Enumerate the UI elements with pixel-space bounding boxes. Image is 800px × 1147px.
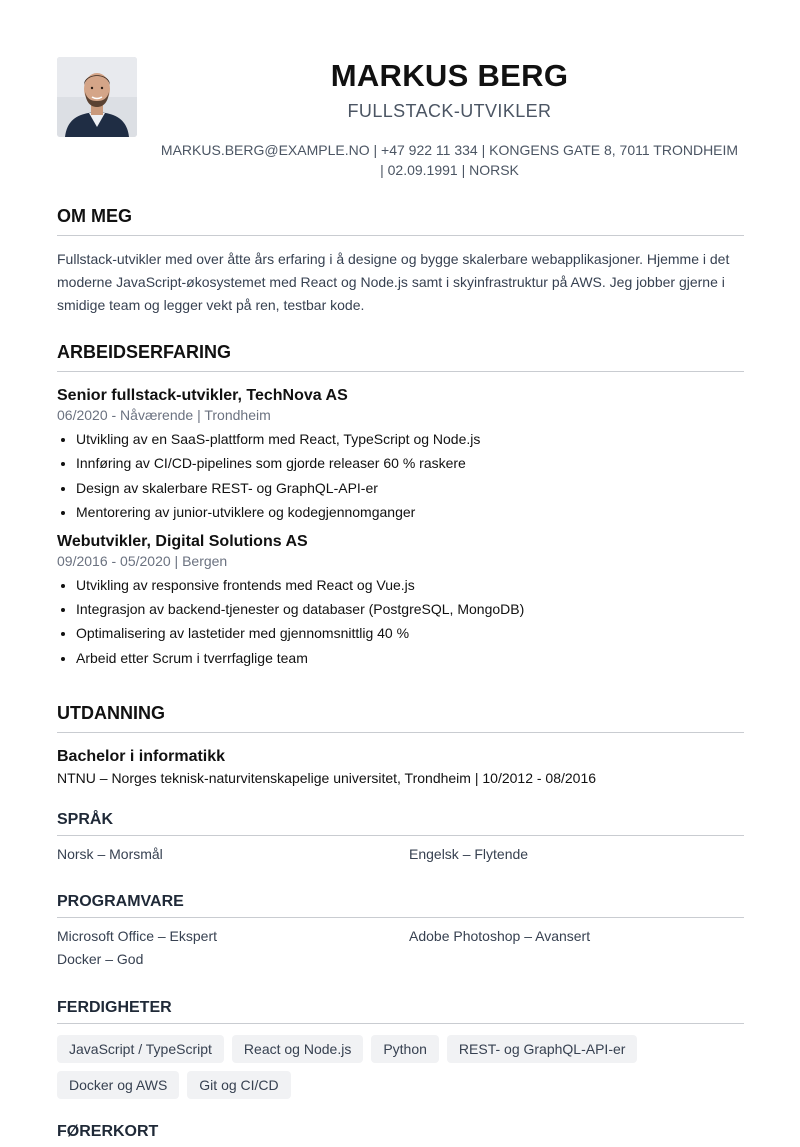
skills-list (57, 1035, 744, 1099)
software-list (57, 928, 744, 967)
about-section (57, 206, 744, 317)
job-entry-bullets (57, 573, 744, 671)
experience-heading: ARBEIDSERFARING (57, 342, 744, 372)
education-degree: Bachelor i informatikk (57, 748, 226, 765)
job-bullet: • Mentorering av junior-utviklere og kodegjennomganger (76, 500, 744, 524)
drivers-license-heading: FØRERKORT (57, 1123, 159, 1140)
software-heading: PROGRAMVARE (57, 893, 744, 918)
experience-section (57, 342, 744, 670)
about-heading: OM MEG (57, 206, 744, 236)
drivers-license-section (57, 1123, 744, 1147)
job-entry-title: Senior fullstack-utvikler, TechNova AS (57, 387, 348, 404)
education-entry (57, 748, 744, 786)
job-bullet: • Optimalisering av lastetider med gjennomsnittlig 40 % (76, 621, 744, 645)
job-bullet: • Utvikling av en SaaS-plattform med React, TypeScript og Node.js (76, 427, 744, 451)
language-item: Engelsk – Flytende (409, 846, 529, 862)
job-bullet: • Innføring av CI/CD-pipelines som gjorde releaser 60 % raskere (76, 451, 744, 475)
job-entry-title: Webutvikler, Digital Solutions AS (57, 532, 308, 550)
resume-page (57, 0, 744, 1140)
education-school: NTNU – Norges teknisk-naturvitenskapelige universitet, Trondheim | 10/2012 - 08/2016 (57, 770, 597, 786)
resume-header (57, 0, 744, 190)
job-entry-meta: 09/2016 - 05/2020 | Bergen (57, 552, 228, 569)
languages-list (57, 846, 744, 862)
job-entry-meta: 06/2020 - Nåværende | Trondheim (57, 407, 271, 423)
languages-heading: SPRÅK (57, 811, 744, 836)
software-section (57, 893, 744, 967)
job-entry (57, 533, 744, 671)
job-bullet: • Arbeid etter Scrum i tverrfaglige team (76, 646, 744, 670)
job-bullet: • Design av skalerbare REST- og GraphQL-API-er (76, 476, 744, 500)
contact-line-1: MARKUS.BERG@EXAMPLE.NO | +47 922 11 334 | KONGENS GATE 8, 7011 TRONDHEIM (160, 142, 739, 158)
about-text: Fullstack-utvikler med over åtte års erfaring i å designe og bygge skalerbare webapplikasjoner. Hjemme i det moderne JavaScript-økosystemet med React og Node.js samt i skyinfrastruktur på AWS. Jeg jobber gjerne i smidige team og legger vekt på ren, testbar kode. (57, 251, 730, 313)
skill-chip: REST- og GraphQL-API-er (447, 1035, 638, 1063)
contact-line-2: | 02.09.1991 | NORSK (380, 162, 519, 178)
skill-chip: React og Node.js (232, 1035, 363, 1063)
contact-info (155, 140, 744, 180)
skill-chip: JavaScript / TypeScript (57, 1035, 224, 1063)
job-bullet: • Utvikling av responsive frontends med React og Vue.js (76, 573, 744, 597)
skill-chip: Python (371, 1035, 439, 1063)
education-section (57, 703, 744, 786)
skill-chip: Git og CI/CD (187, 1071, 290, 1099)
job-entry (57, 387, 744, 525)
software-item: Docker – God (57, 951, 144, 967)
education-heading: UTDANNING (57, 703, 744, 733)
job-bullet: • Integrasjon av backend-tjenester og databaser (PostgreSQL, MongoDB) (76, 597, 744, 621)
software-item: Adobe Photoshop – Avansert (409, 928, 591, 944)
languages-section (57, 811, 744, 862)
skills-heading: FERDIGHETER (57, 999, 744, 1024)
skill-chip: Docker og AWS (57, 1071, 179, 1099)
job-title: FULLSTACK-UTVIKLER (347, 101, 552, 121)
skills-section (57, 999, 744, 1099)
candidate-name: MARKUS BERG (330, 58, 569, 93)
software-item: Microsoft Office – Ekspert (57, 928, 218, 944)
job-entry-bullets (57, 427, 744, 525)
language-item: Norsk – Morsmål (57, 846, 163, 862)
